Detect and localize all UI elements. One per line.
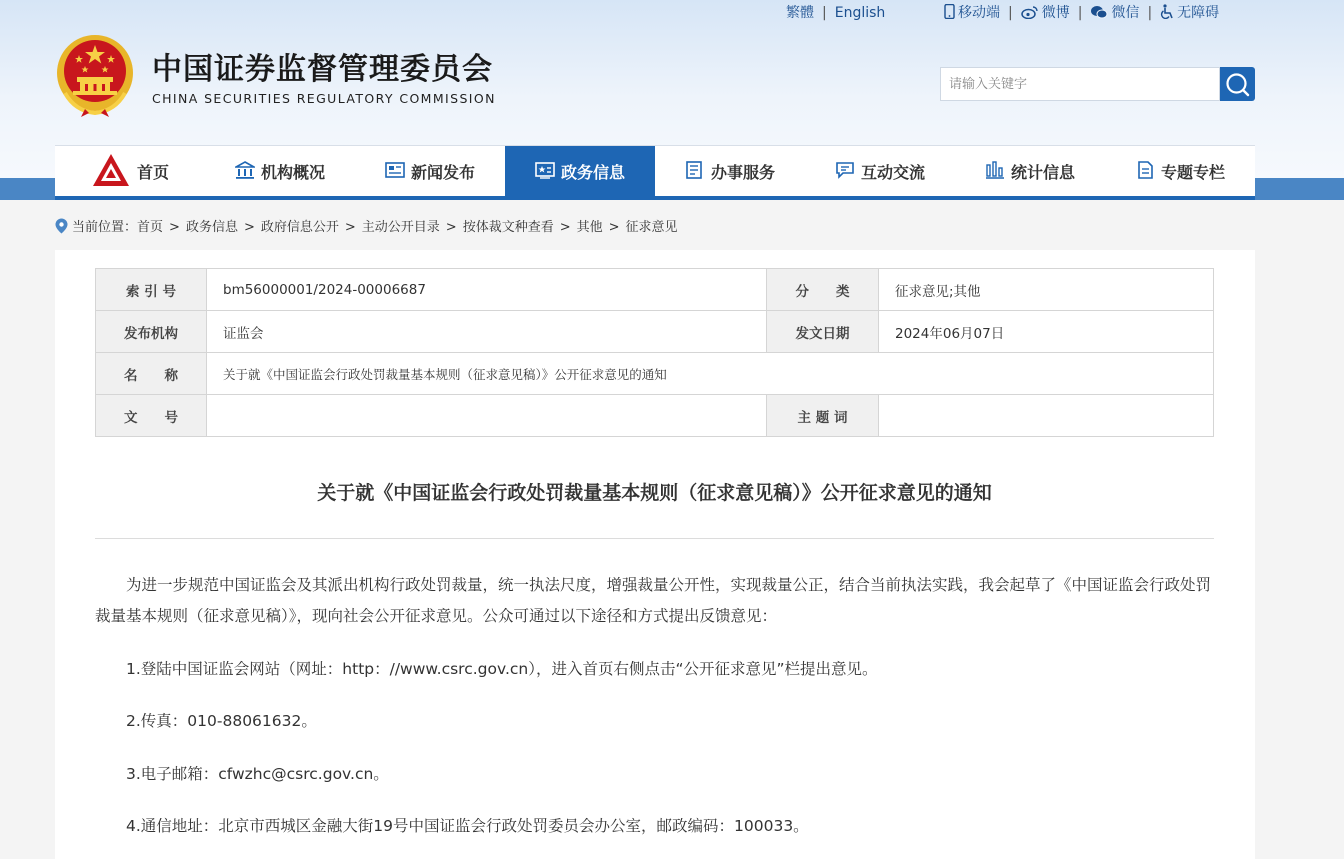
main-nav (55, 145, 1255, 200)
body-paragraph: 为进一步规范中国证监会及其派出机构行政处罚裁量，统一执法尺度，增强裁量公开性，实现裁量公正，结合当前执法实践，我会起草了《中国证监会行政处罚裁量基本规则（征求意见稿）》，现向社会公开征求意见。公众可通过以下途径和方式提出反馈意见： (95, 576, 1212, 625)
nav-statistics[interactable]: 统计信息 (955, 146, 1105, 197)
nav-home[interactable]: 首页 (55, 146, 205, 197)
breadcrumb-item[interactable]: 按体裁文种查看 (462, 220, 554, 235)
breadcrumb: 当前位置：首页 > 政务信息 > 政府信息公开 > 主动公开目录 > 按体裁文种查看 > 其他 > 征求意见 (55, 216, 678, 238)
csrc-logo-icon (91, 152, 131, 192)
nav-interaction[interactable]: 互动交流 (805, 146, 955, 197)
newspaper-icon (385, 161, 405, 183)
accessibility-link[interactable]: 无障碍 (1177, 5, 1220, 21)
search-button[interactable] (1220, 67, 1255, 101)
index-value: bm56000001/2024-00006687 (207, 269, 767, 311)
language-links (786, 2, 885, 22)
breadcrumb-item[interactable]: 首页 (137, 220, 164, 235)
bar-chart-icon (985, 161, 1005, 183)
mobile-link[interactable]: 移动端 (958, 5, 1000, 21)
government-info-icon (535, 161, 555, 183)
location-pin-icon (55, 218, 68, 238)
file-icon (1135, 161, 1155, 183)
site-subtitle: CHINA SECURITIES REGULATORY COMMISSION (152, 91, 496, 106)
nav-services[interactable]: 办事服务 (655, 146, 805, 197)
separator: | (822, 5, 827, 21)
english-link[interactable]: English (834, 5, 886, 21)
body-paragraph: 3.电子邮箱：cfwzhc@csrc.gov.cn。 (126, 765, 389, 783)
name-value: 关于就《中国证监会行政处罚裁量基本规则（征求意见稿）》公开征求意见的通知 (207, 353, 1214, 395)
body-paragraph: 4.通信地址：北京市西城区金融大街19号中国证监会行政处罚委员会办公室，邮政编码：100033。 (126, 817, 809, 835)
national-emblem-logo[interactable] (55, 33, 135, 117)
wechat-link[interactable]: 微信 (1111, 5, 1140, 21)
breadcrumb-item[interactable]: 其他 (576, 220, 603, 235)
title-divider (95, 538, 1214, 539)
building-icon (235, 161, 255, 183)
breadcrumb-item[interactable]: 征求意见 (625, 220, 678, 235)
search-icon (1220, 67, 1255, 101)
search-input[interactable] (940, 67, 1220, 101)
nav-government-info[interactable]: 政务信息 (505, 146, 655, 197)
table-row (96, 311, 1214, 353)
breadcrumb-item[interactable]: 政务信息 (185, 220, 238, 235)
breadcrumb-item[interactable]: 主动公开目录 (361, 220, 440, 235)
issuer-value: 证监会 (207, 311, 767, 353)
main-content (55, 250, 1255, 859)
traditional-chinese-link[interactable]: 繁體 (786, 5, 814, 21)
weibo-link[interactable]: 微博 (1041, 5, 1070, 21)
nav-organization[interactable]: 机构概况 (205, 146, 355, 197)
weibo-icon (1021, 5, 1039, 23)
index-label: 索 引 号 (96, 269, 207, 311)
site-title: 中国证券监督管理委员会 (152, 52, 493, 87)
breadcrumb-item[interactable]: 政府信息公开 (260, 220, 339, 235)
document-title: 关于就《中国证监会行政处罚裁量基本规则（征求意见稿）》公开征求意见的通知 (317, 482, 992, 504)
accessibility-icon (1160, 4, 1174, 23)
document-list-icon (685, 161, 705, 183)
nav-special-topics[interactable]: 专题专栏 (1105, 146, 1255, 197)
keywords-label: 主 题 词 (767, 395, 879, 437)
date-label: 发文日期 (767, 311, 879, 353)
date-value: 2024年06月07日 (879, 311, 1214, 353)
table-row (96, 353, 1214, 395)
document-metadata-table (95, 268, 1214, 437)
keywords-value (879, 395, 1214, 437)
breadcrumb-prefix: 当前位置： (72, 220, 138, 235)
table-row (96, 269, 1214, 311)
category-label: 分 类 (767, 269, 879, 311)
nav-news[interactable]: 新闻发布 (355, 146, 505, 197)
category-value: 征求意见;其他 (879, 269, 1214, 311)
wechat-icon (1090, 5, 1108, 23)
document-number-label: 文 号 (96, 395, 207, 437)
table-row (96, 395, 1214, 437)
issuer-label: 发布机构 (96, 311, 207, 353)
chat-icon (835, 161, 855, 183)
service-links: 移动端 | 微博 | 微信 | 无障碍 (944, 2, 1219, 23)
body-paragraph: 1.登陆中国证监会网站（网址：http：//www.csrc.gov.cn），进入首页右侧点击“公开征求意见”栏提出意见。 (126, 660, 878, 678)
body-paragraph: 2.传真：010-88061632。 (126, 712, 317, 730)
name-label: 名 称 (96, 353, 207, 395)
mobile-icon (944, 4, 955, 23)
document-number-value (207, 395, 767, 437)
